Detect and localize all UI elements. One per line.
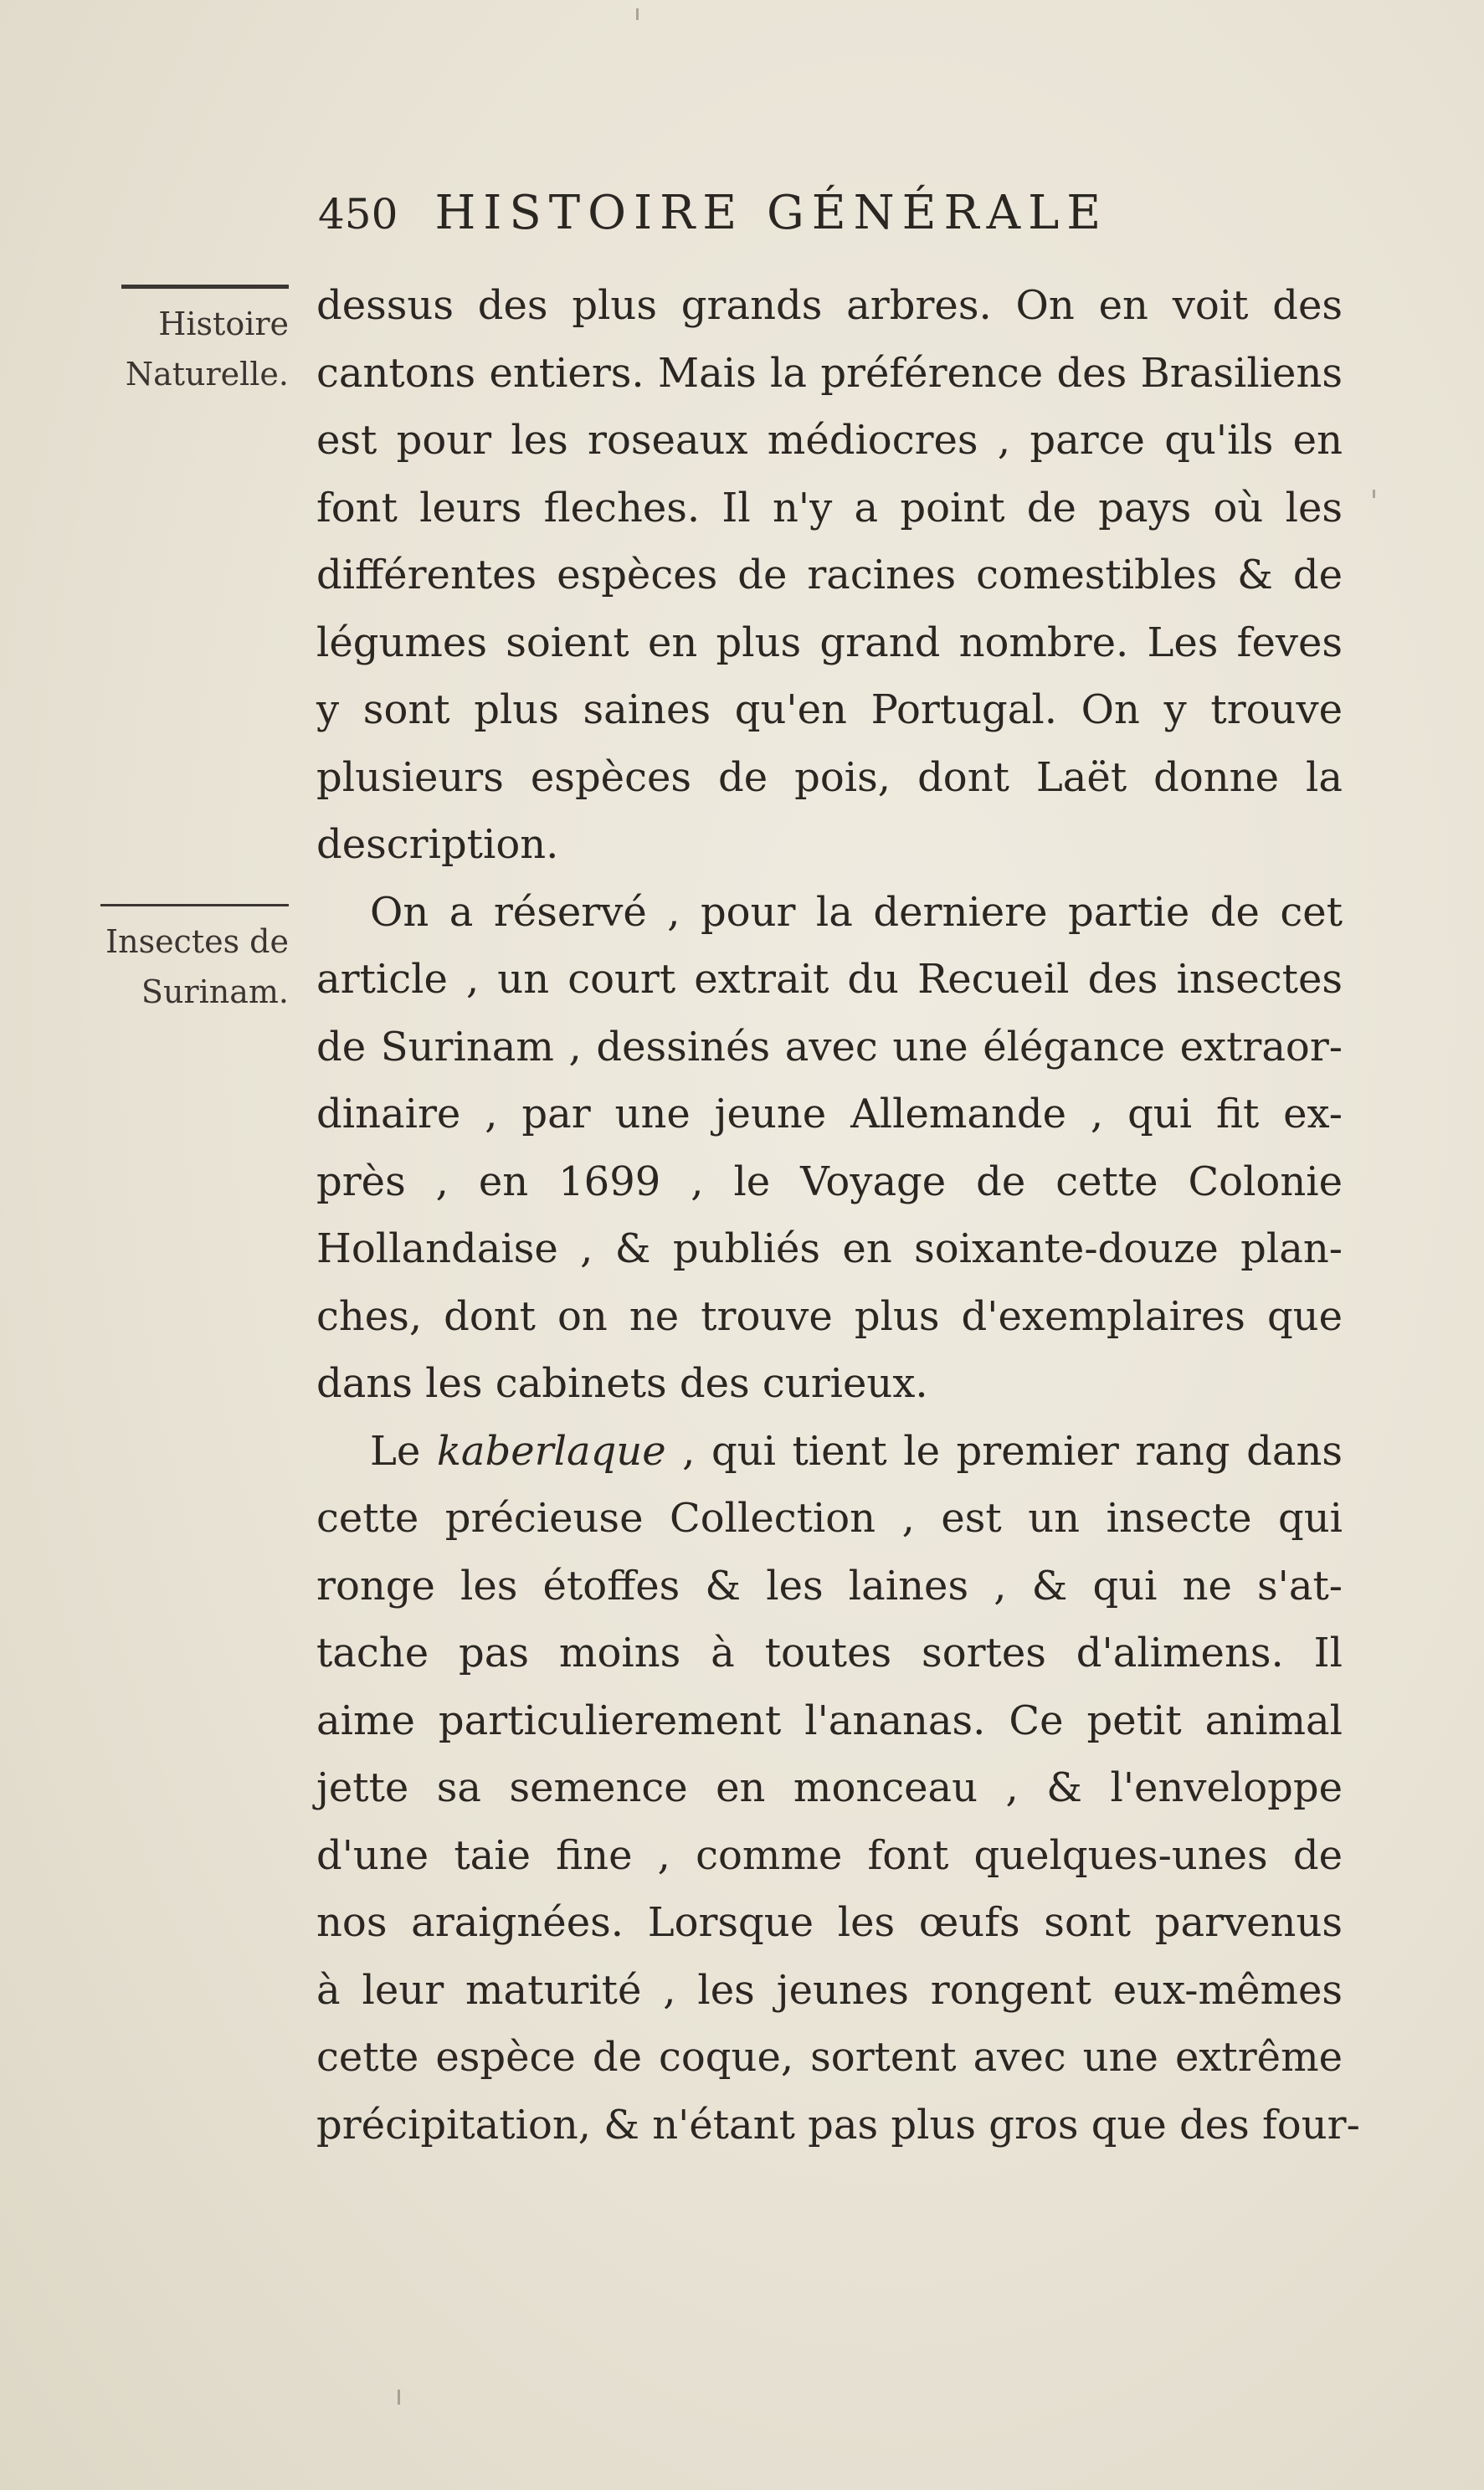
- text-line: d'une taie fine , comme font quelques-unes de: [316, 1831, 1343, 1879]
- paper-speck: [1373, 490, 1375, 498]
- text-fragment: Le: [370, 1427, 437, 1475]
- margin-note-line: Surinam.: [141, 973, 289, 1010]
- margin-note-insectes-surinam: [84, 904, 289, 1017]
- text-line: précipitation, & n'étant pas plus gros que des four-: [316, 2101, 1360, 2149]
- margin-note-line: Insectes de: [105, 923, 289, 960]
- margin-note-line: Histoire: [158, 305, 289, 342]
- text-line-first: [370, 1418, 1343, 1486]
- text-line: font leurs fleches. Il n'y a point de pays où les: [316, 484, 1343, 531]
- margin-note-line: Naturelle.: [125, 356, 289, 393]
- text-line: description.: [316, 821, 559, 868]
- text-fragment: , qui tient le premier rang dans: [665, 1427, 1343, 1475]
- text-line: plusieurs espèces de pois, dont Laët donne la: [316, 753, 1343, 801]
- text-line: nos araignées. Lorsque les œufs sont parvenus: [316, 1899, 1343, 1946]
- text-line: cette précieuse Collection , est un insecte qui: [316, 1495, 1343, 1542]
- margin-note-histoire-naturelle: [84, 285, 289, 399]
- text-line: à leur maturité , les jeunes rongent eux-mêmes: [316, 1966, 1343, 2014]
- text-line: légumes soient en plus grand nombre. Les feves: [316, 619, 1343, 666]
- text-line: cantons entiers. Mais la préférence des Brasiliens: [316, 349, 1343, 397]
- text-line: dinaire , par une jeune Allemande , qui fit ex-: [316, 1091, 1343, 1137]
- text-line: y sont plus saines qu'en Portugal. On y trouve: [316, 686, 1343, 733]
- paper-speck: [398, 2390, 400, 2405]
- paragraph-1: [316, 272, 1343, 879]
- text-line: dans les cabinets des curieux.: [316, 1360, 928, 1407]
- text-line: cette espèce de coque, sortent avec une extrême: [316, 2034, 1343, 2081]
- text-line: est pour les roseaux médiocres , parce qu'ils en: [316, 417, 1343, 464]
- main-text: [316, 272, 1360, 2159]
- italic-term-kaberlaque: kaberlaque: [436, 1427, 666, 1475]
- paragraph-3-cont: [316, 1485, 1360, 2159]
- text-line: aime particulierement l'ananas. Ce petit animal: [316, 1697, 1343, 1744]
- text-line: On a réservé , pour la derniere partie de cet: [370, 888, 1343, 936]
- page-number: 450: [318, 190, 398, 239]
- page-header: [318, 186, 1230, 244]
- paper-speck: [636, 8, 639, 20]
- margin-rule: [100, 904, 289, 906]
- paragraph-2-cont: [316, 946, 1343, 1418]
- text-line: article , un court extrait du Recueil des insectes: [316, 956, 1343, 1003]
- text-line: ronge les étoffes & les laines , & qui ne s'at-: [316, 1562, 1343, 1610]
- text-line: dessus des plus grands arbres. On en voit des: [316, 282, 1343, 329]
- text-line: tache pas moins à toutes sortes d'alimens. Il: [316, 1630, 1343, 1676]
- text-line: près , en 1699 , le Voyage de cette Colonie: [316, 1158, 1343, 1205]
- running-title: HISTOIRE GÉNÉRALE: [434, 186, 1109, 240]
- text-line: différentes espèces de racines comestibles & de: [316, 552, 1343, 598]
- paragraph-3: [316, 1418, 1343, 1486]
- text-line: ches, dont on ne trouve plus d'exemplaires que: [316, 1292, 1343, 1340]
- margin-rule: [121, 285, 289, 289]
- paragraph-2: [316, 879, 1343, 947]
- text-line: jette sa semence en monceau , & l'enveloppe: [316, 1764, 1343, 1811]
- text-line: Hollandaise , & publiés en soixante-douze plan-: [316, 1225, 1343, 1272]
- text-line: de Surinam , dessinés avec une élégance extraor-: [316, 1023, 1343, 1070]
